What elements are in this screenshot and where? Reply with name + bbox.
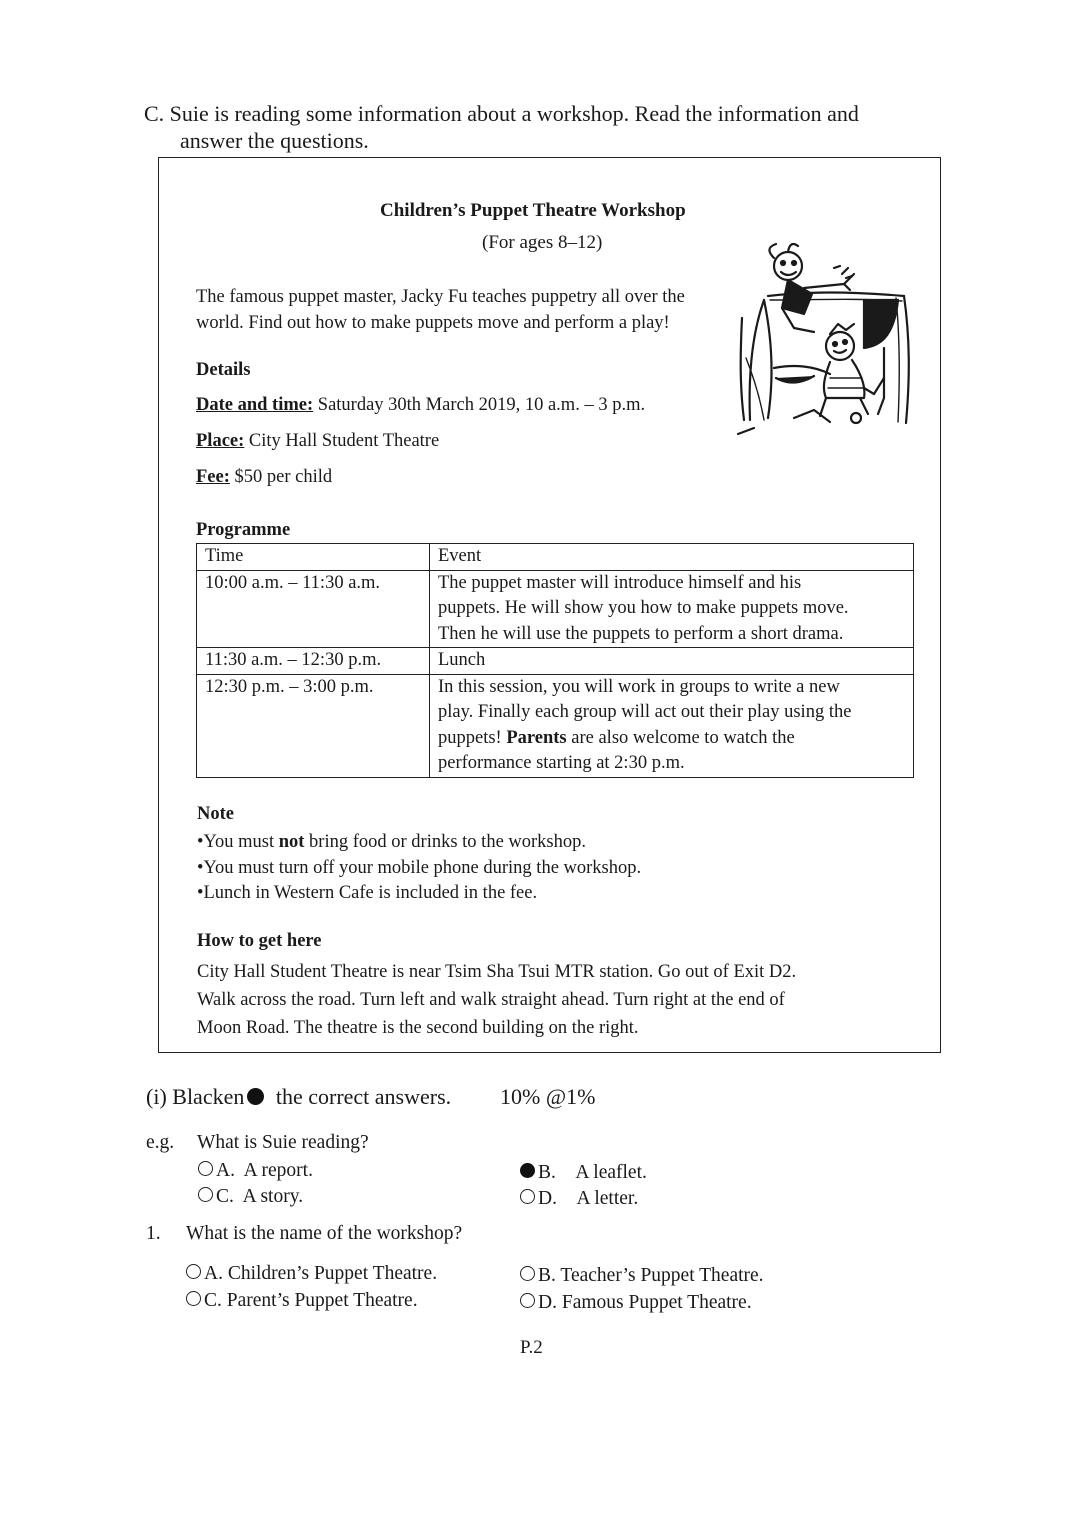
note-item bbox=[197, 881, 641, 907]
directions-line: Walk across the road. Turn left and walk straight ahead. Turn right at the end of bbox=[197, 990, 785, 1010]
how-to-get-here-heading: How to get here bbox=[197, 931, 322, 951]
detail-fee bbox=[196, 467, 332, 488]
example-question: What is Suie reading? bbox=[197, 1132, 369, 1153]
instruction-line-2: answer the questions. bbox=[180, 128, 369, 153]
date-label: Date and time: bbox=[196, 395, 314, 415]
event-bold-parents: Parents bbox=[506, 727, 567, 748]
date-value: Saturday 30th March 2019, 10 a.m. – 3 p.m. bbox=[313, 395, 646, 415]
question-1-number: 1. bbox=[146, 1223, 161, 1244]
q1-option-d[interactable] bbox=[520, 1292, 752, 1314]
col-event-header: Event bbox=[430, 544, 914, 571]
example-option-c[interactable] bbox=[198, 1186, 303, 1208]
note-text: •Lunch in Western Cafe is included in the fee. bbox=[197, 883, 538, 903]
note-text: •You must turn off your mobile phone during the workshop. bbox=[197, 857, 642, 878]
event-line: performance starting at 2:30 p.m. bbox=[438, 753, 685, 773]
q1-option-c[interactable] bbox=[186, 1290, 418, 1312]
option-text: A leaflet. bbox=[575, 1162, 647, 1183]
option-text: Children’s Puppet Theatre. bbox=[227, 1263, 438, 1284]
option-letter: D. bbox=[538, 1292, 557, 1313]
event-line: Lunch bbox=[438, 650, 486, 670]
directions bbox=[197, 958, 897, 1042]
directions-line: City Hall Student Theatre is near Tsim Sha Tsui MTR station. Go out of Exit D2. bbox=[197, 962, 797, 982]
event-line: puppets. He will show you how to make puppets move. bbox=[438, 598, 849, 618]
place-value: City Hall Student Theatre bbox=[244, 431, 440, 451]
row-time: 12:30 p.m. – 3:00 p.m. bbox=[197, 674, 430, 777]
event-line: play. Finally each group will act out their play using the bbox=[438, 702, 852, 722]
puppet-theatre-illustration bbox=[734, 238, 916, 438]
col-time-header: Time bbox=[197, 544, 430, 571]
table-row bbox=[197, 570, 914, 648]
details-heading: Details bbox=[196, 360, 251, 380]
table-header-row bbox=[197, 544, 914, 571]
option-text: Famous Puppet Theatre. bbox=[561, 1292, 752, 1313]
question-1-text: What is the name of the workshop? bbox=[186, 1223, 463, 1244]
event-line: Then he will use the puppets to perform a short drama. bbox=[438, 623, 844, 644]
programme-table bbox=[196, 543, 914, 778]
option-text: A letter. bbox=[576, 1188, 639, 1209]
option-letter: C. bbox=[216, 1186, 234, 1207]
row-event bbox=[430, 648, 914, 675]
option-letter: D. bbox=[538, 1188, 557, 1209]
option-text: Parent’s Puppet Theatre. bbox=[226, 1290, 418, 1311]
intro-line-1: The famous puppet master, Jacky Fu teaches puppetry all over the bbox=[196, 287, 685, 307]
example-label: e.g. bbox=[146, 1132, 175, 1153]
table-row bbox=[197, 648, 914, 675]
option-letter: A. bbox=[204, 1263, 223, 1284]
example-option-d[interactable] bbox=[520, 1188, 638, 1210]
example-option-b[interactable] bbox=[520, 1162, 647, 1184]
row-time: 11:30 a.m. – 12:30 p.m. bbox=[197, 648, 430, 675]
table-row bbox=[197, 674, 914, 777]
notes-list bbox=[197, 830, 641, 907]
directions-line: Moon Road. The theatre is the second building on the right. bbox=[197, 1018, 639, 1038]
event-line bbox=[438, 726, 905, 752]
event-text: puppets! bbox=[438, 727, 507, 748]
option-circle-icon[interactable] bbox=[186, 1264, 201, 1279]
leaflet-subtitle: (For ages 8–12) bbox=[482, 232, 603, 253]
event-line: In this session, you will work in groups to write a new bbox=[438, 676, 840, 697]
note-text: •You must bbox=[197, 832, 279, 852]
note-heading: Note bbox=[197, 804, 234, 824]
option-circle-icon[interactable] bbox=[198, 1161, 213, 1176]
question-instruction bbox=[146, 1084, 451, 1110]
row-time: 10:00 a.m. – 11:30 a.m. bbox=[197, 570, 430, 648]
instruction-text: (i) Blacken bbox=[146, 1084, 245, 1109]
filled-circle-icon[interactable] bbox=[520, 1163, 535, 1178]
filled-circle-icon bbox=[247, 1088, 264, 1105]
instruction-text: the correct answers. bbox=[270, 1084, 452, 1109]
option-circle-icon[interactable] bbox=[520, 1266, 535, 1281]
option-text: A story. bbox=[242, 1186, 304, 1207]
leaflet-title: Children’s Puppet Theatre Workshop bbox=[380, 200, 686, 221]
option-text: A report. bbox=[243, 1160, 313, 1181]
option-circle-icon[interactable] bbox=[520, 1293, 535, 1308]
option-letter: B. bbox=[538, 1265, 556, 1286]
q1-option-b[interactable] bbox=[520, 1265, 764, 1287]
marks-allocation: 10% @1% bbox=[500, 1084, 596, 1109]
intro-line-2: world. Find out how to make puppets move and perform a play! bbox=[196, 313, 670, 333]
fee-value: $50 per child bbox=[229, 467, 333, 487]
leaflet-intro bbox=[196, 284, 756, 336]
option-circle-icon[interactable] bbox=[198, 1187, 213, 1202]
row-event bbox=[430, 674, 914, 777]
option-letter: A. bbox=[216, 1160, 235, 1181]
note-item bbox=[197, 830, 641, 856]
instruction-line-1: C. Suie is reading some information about a workshop. Read the information and bbox=[144, 101, 859, 126]
note-item bbox=[197, 856, 641, 882]
note-text: bring food or drinks to the workshop. bbox=[304, 832, 587, 852]
option-letter: B. bbox=[538, 1162, 556, 1183]
option-text: Teacher’s Puppet Theatre. bbox=[560, 1265, 764, 1286]
detail-date-time bbox=[196, 395, 645, 416]
option-circle-icon[interactable] bbox=[186, 1291, 201, 1306]
page-number: P.2 bbox=[520, 1337, 543, 1358]
place-label: Place: bbox=[196, 431, 245, 451]
row-event bbox=[430, 570, 914, 648]
programme-heading: Programme bbox=[196, 520, 291, 540]
fee-label: Fee: bbox=[196, 467, 230, 487]
note-bold: not bbox=[278, 832, 305, 852]
option-letter: C. bbox=[204, 1290, 222, 1311]
example-option-a[interactable] bbox=[198, 1160, 313, 1182]
option-circle-icon[interactable] bbox=[520, 1189, 535, 1204]
event-line: The puppet master will introduce himself and his bbox=[438, 572, 802, 593]
detail-place bbox=[196, 431, 439, 452]
event-text: are also welcome to watch the bbox=[566, 727, 795, 748]
q1-option-a[interactable] bbox=[186, 1263, 437, 1285]
section-instruction bbox=[144, 100, 944, 154]
